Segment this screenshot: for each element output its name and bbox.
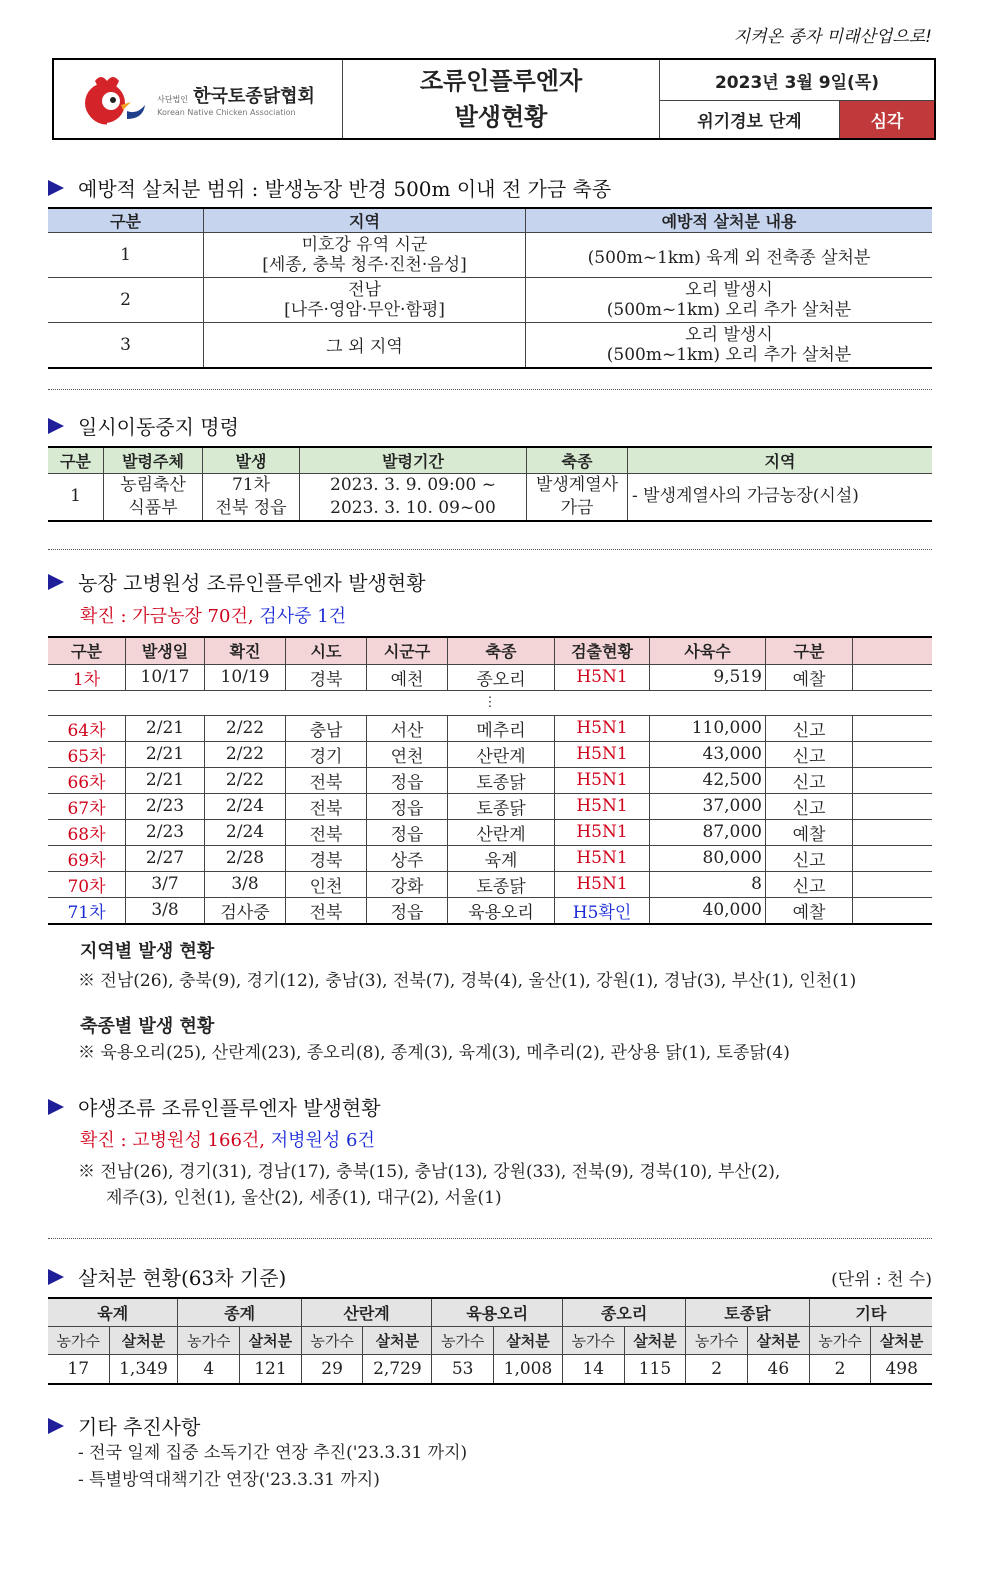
table-row: 71차 3/8 검사중 전북 정읍 육용오리 H5확인 40,000 예찰 bbox=[48, 897, 932, 924]
group-header: 산란계 bbox=[301, 1298, 432, 1326]
table-row: 2 전남 [나주·영암·무안·함평] 오리 발생시 (500m~1km) 오리 추가 살처분 bbox=[48, 278, 932, 323]
group-header: 기타 bbox=[809, 1298, 932, 1326]
divider bbox=[48, 1238, 932, 1239]
sub-header: 살처분 bbox=[624, 1326, 686, 1354]
association-logo bbox=[54, 71, 342, 127]
section-preventive-culling-title: 예방적 살처분 범위 : 발생농장 반경 500m 이내 전 가금 축종 bbox=[48, 173, 611, 202]
sub-header: 농가수 bbox=[48, 1326, 109, 1354]
col-header: 예방적 살처분 내용 bbox=[526, 208, 933, 233]
table-row: 1 농림축산 식품부 71차 전북 정읍 2023. 3. 9. 09:00 ~ 2023. 3. 10. 09~00 발생계열사 가금 - 발생계열사의 가금농장(시설) bbox=[48, 473, 932, 521]
list-item: - 전국 일제 집중 소독기간 연장 추진('23.3.31 까지) bbox=[78, 1443, 468, 1463]
species-status-note: ※ 육용오리(25), 산란계(23), 종오리(8), 종계(3), 육계(3), 메추리(2), 관상용 닭(1), 토종닭(4) bbox=[78, 1043, 790, 1063]
sub-header: 살처분 bbox=[871, 1326, 932, 1354]
triangle-bullet-icon bbox=[48, 180, 64, 196]
title-cell bbox=[343, 59, 660, 139]
section-wild-bird-title: 야생조류 조류인플루엔자 발생현황 bbox=[48, 1092, 381, 1121]
region-status-title: 지역별 발생 현황 bbox=[80, 941, 215, 962]
farm-confirm-summary: 확진 : 가금농장 70건, 검사중 1건 bbox=[80, 606, 347, 627]
triangle-bullet-icon bbox=[48, 418, 64, 434]
sub-header: 농가수 bbox=[432, 1326, 494, 1354]
sub-header: 살처분 bbox=[240, 1326, 302, 1354]
table-row: 65차 2/21 2/22 경기 연천 산란계 H5N1 43,000 신고 bbox=[48, 741, 932, 767]
section-culling-title: 살처분 현황(63차 기준) bbox=[48, 1262, 286, 1291]
table-row: 67차 2/23 2/24 전북 정읍 토종닭 H5N1 37,000 신고 bbox=[48, 793, 932, 819]
col-header: 지역 bbox=[204, 208, 526, 233]
section-standstill-title: 일시이동중지 명령 bbox=[48, 411, 239, 440]
region-status-note: ※ 전남(26), 충북(9), 경기(12), 충남(3), 전북(7), 경북(4), 울산(1), 강원(1), 경남(3), 부산(1), 인천(1) bbox=[78, 971, 857, 991]
standstill-order-table: 구분 발령주체 발생 발령기간 축종 지역 1 농림축산 식품부 71차 전북 정읍 2023. 3. 9. 09:00 ~ 2023. 3. 10. 09~00 발생계열사 가금 - 발생계열사의 가금농장(시설) bbox=[48, 446, 932, 522]
farm-outbreak-table: 구분 발생일 확진 시도 시군구 축종 검출현황 사육수 구분 1차 10/17 10/19 경북 예천 종오리 H5N1 9,519 예찰 ⋮ 64차 2/21 2/22 충남 서산 메추리 H5N1 110,000 신고 65차 2/21 2/22 경기 연천 산란계 H5N1 43,000 신고 66차 2/21 2/22 전북 정읍 토종닭 H5N1 42,500 신고 67차 2/23 2/24 전북 정읍 토종닭 H5N1 37,000 신고 68차 2/23 2/24 전북 정읍 산란계 H5N1 87,000 예찰 69차 2/27 2/28 경북 상주 육계 H5N1 80,000 신고 70차 3/7 3/8 인천 강화 토종닭 H5N1 8 신고 71차 3/8 검사중 전북 정읍 육용오리 H5확인 40,000 예찰 bbox=[48, 636, 932, 925]
triangle-bullet-icon bbox=[48, 1099, 64, 1115]
table-row: 69차 2/27 2/28 경북 상주 육계 H5N1 80,000 신고 bbox=[48, 845, 932, 871]
alert-label: 위기경보 단계 bbox=[660, 101, 840, 140]
sub-header: 농가수 bbox=[686, 1326, 748, 1354]
slogan: 지켜온 종자 미래산업으로! bbox=[733, 27, 932, 47]
wild-region-note: ※ 전남(26), 경기(31), 경남(17), 충북(15), 충남(13), 강원(33), 전북(9), 경북(10), 부산(2), 제주(3), 인천(1), 울산(2), 세종(1), 대구(2), 서울(1) bbox=[78, 1162, 781, 1208]
other-items-list bbox=[78, 1440, 467, 1494]
group-header: 종오리 bbox=[562, 1298, 685, 1326]
group-header: 육용오리 bbox=[432, 1298, 563, 1326]
table-row: 1 미호강 유역 시군 [세종, 충북 청주·진천·음성] (500m~1km) 육계 외 전축종 살처분 bbox=[48, 233, 932, 278]
table-row: 64차 2/21 2/22 충남 서산 메추리 H5N1 110,000 신고 bbox=[48, 715, 932, 741]
sub-header: 농가수 bbox=[562, 1326, 624, 1354]
table-row: 68차 2/23 2/24 전북 정읍 산란계 H5N1 87,000 예찰 bbox=[48, 819, 932, 845]
sub-header: 살처분 bbox=[494, 1326, 563, 1354]
table-row: 1차 10/17 10/19 경북 예천 종오리 H5N1 9,519 예찰 bbox=[48, 664, 932, 690]
group-header: 종계 bbox=[178, 1298, 301, 1326]
table-row: 3 그 외 지역 오리 발생시 (500m~1km) 오리 추가 살처분 bbox=[48, 323, 932, 368]
culling-status-table bbox=[48, 1297, 932, 1385]
table-row: 17 1,349 4 121 29 2,729 53 1,008 14 115 2 46 2 498 bbox=[48, 1354, 932, 1384]
species-status-title: 축종별 발생 현황 bbox=[80, 1016, 215, 1037]
wild-confirm-summary: 확진 : 고병원성 166건, 저병원성 6건 bbox=[80, 1130, 375, 1151]
group-header: 토종닭 bbox=[686, 1298, 809, 1326]
ellipsis-row: ⋮ bbox=[48, 690, 932, 715]
triangle-bullet-icon bbox=[48, 1418, 64, 1434]
org-small-label: 사단법인 bbox=[157, 94, 189, 104]
sub-header: 살처분 bbox=[747, 1326, 809, 1354]
alert-level-badge: 심각 bbox=[840, 101, 936, 140]
table-row: 66차 2/21 2/22 전북 정읍 토종닭 H5N1 42,500 신고 bbox=[48, 767, 932, 793]
sub-header: 살처분 bbox=[363, 1326, 432, 1354]
triangle-bullet-icon bbox=[48, 1269, 64, 1285]
table-row: 70차 3/7 3/8 인천 강화 토종닭 H5N1 8 신고 bbox=[48, 871, 932, 897]
chicken-logo-icon bbox=[81, 71, 151, 127]
preventive-culling-table bbox=[48, 207, 932, 369]
title-line1: 조류인플루엔자 bbox=[419, 67, 583, 95]
title-line2: 발생현황 bbox=[454, 103, 548, 131]
report-date: 2023년 3월 9일(목) bbox=[660, 59, 936, 101]
divider bbox=[48, 389, 932, 390]
sub-header: 농가수 bbox=[178, 1326, 240, 1354]
logo-cell bbox=[53, 59, 343, 139]
section-other-title: 기타 추진사항 bbox=[48, 1411, 200, 1440]
divider bbox=[48, 549, 932, 550]
triangle-bullet-icon bbox=[48, 574, 64, 590]
group-header: 육계 bbox=[48, 1298, 178, 1326]
list-item: - 특별방역대책기간 연장('23.3.31 까지) bbox=[78, 1470, 380, 1490]
col-header: 구분 bbox=[48, 208, 204, 233]
unit-label: (단위 : 천 수) bbox=[831, 1270, 932, 1290]
org-english-name: Korean Native Chicken Association bbox=[157, 107, 296, 117]
org-name: 한국토종닭협회 bbox=[193, 85, 315, 107]
section-farm-outbreak-title: 농장 고병원성 조류인플루엔자 발생현황 bbox=[48, 567, 426, 596]
header-box bbox=[52, 58, 936, 140]
sub-header: 농가수 bbox=[301, 1326, 363, 1354]
sub-header: 살처분 bbox=[109, 1326, 178, 1354]
sub-header: 농가수 bbox=[809, 1326, 871, 1354]
